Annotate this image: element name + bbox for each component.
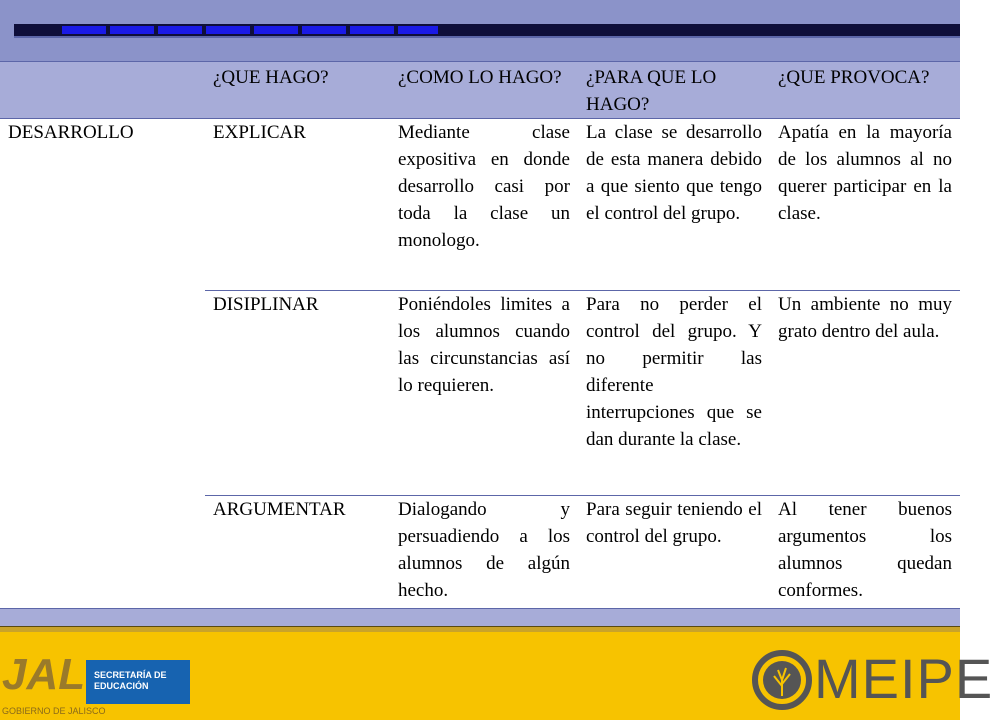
action-cell: EXPLICAR bbox=[213, 122, 306, 143]
decor-block bbox=[206, 26, 250, 34]
decor-block bbox=[350, 26, 394, 34]
decor-block bbox=[302, 26, 346, 34]
header-que-hago: ¿QUE HAGO? bbox=[205, 62, 390, 119]
header-para-que: ¿PARA QUE LO HAGO? bbox=[578, 62, 770, 119]
decor-block bbox=[398, 26, 438, 34]
gobierno-label: GOBIERNO DE JALISCO bbox=[2, 706, 106, 716]
why-cell: Para no perder el control del grupo. Y no permitir las diferente interrupciones que se dan durante la clase. bbox=[578, 291, 770, 496]
banner-divider bbox=[14, 36, 960, 38]
meipe-wordmark: MEIPE bbox=[814, 647, 993, 710]
effect-cell: Al tener buenos argumentos los alumnos quedan conformes. bbox=[770, 496, 960, 608]
why-cell: Para seguir teniendo el control del grupo. bbox=[578, 496, 770, 608]
why-cell: La clase se desarrollo de esta manera debido a que siento que tengo el control del grupo. bbox=[586, 122, 762, 224]
tree-emblem-icon bbox=[752, 646, 812, 712]
effect-cell: Apatía en la mayoría de los alumnos al no querer participar en la clase. bbox=[778, 122, 952, 224]
how-cell: Poniéndoles limites a los alumnos cuando las circunstancias así lo requieren. bbox=[390, 291, 578, 496]
effect-cell: Un ambiente no muy grato dentro del aula. bbox=[770, 291, 960, 496]
meipe-logo bbox=[752, 646, 993, 716]
top-banner bbox=[0, 0, 960, 61]
action-cell: DISIPLINAR bbox=[205, 291, 390, 496]
action-cell: ARGUMENTAR bbox=[205, 496, 390, 608]
header-que-provoca: ¿QUE PROVOCA? bbox=[770, 62, 960, 119]
table-row bbox=[0, 119, 960, 291]
decorative-block-strip bbox=[14, 24, 960, 36]
footer bbox=[0, 632, 993, 720]
jalisco-education-logo bbox=[2, 636, 190, 718]
decor-block bbox=[18, 26, 56, 34]
header-empty bbox=[0, 62, 205, 119]
header-como-lo-hago: ¿COMO LO HAGO? bbox=[390, 62, 578, 119]
category-cell: DESARROLLO bbox=[8, 122, 134, 143]
decor-block bbox=[62, 26, 106, 34]
how-cell: Dialogando y persuadiendo a los alumnos de algún hecho. bbox=[390, 496, 578, 608]
jal-logo-mark: JAL bbox=[2, 650, 86, 699]
bottom-band bbox=[0, 608, 960, 627]
table-header-row bbox=[0, 62, 960, 119]
secretaria-educacion-label: SECRETARÍA DE EDUCACIÓN bbox=[86, 660, 190, 704]
reflection-table bbox=[0, 61, 960, 608]
decor-block bbox=[110, 26, 154, 34]
how-cell: Mediante clase expositiva en donde desarrollo casi por toda la clase un monologo. bbox=[398, 122, 570, 251]
decor-block bbox=[254, 26, 298, 34]
decor-block bbox=[158, 26, 202, 34]
